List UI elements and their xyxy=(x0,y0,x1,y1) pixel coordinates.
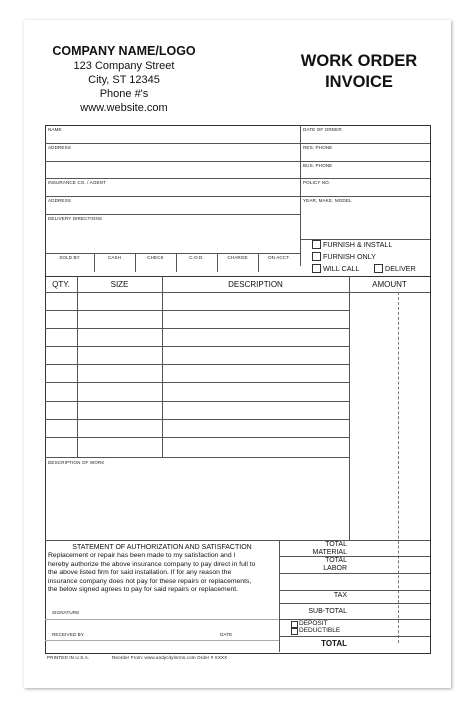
amount-header: AMOUNT xyxy=(372,280,407,289)
year-make-model-label: YEAR, MAKE, MODEL xyxy=(303,198,352,203)
authorization-line-5: the below signed agrees to pay for said repairs or replacement. xyxy=(48,586,239,594)
company-phone: Phone #'s xyxy=(99,88,149,100)
bus-phone-label: BUS. PHONE xyxy=(303,163,333,168)
name-label: NAME xyxy=(48,127,62,132)
will-call-checkbox[interactable] xyxy=(312,264,321,273)
company-street: 123 Company Street xyxy=(73,60,175,72)
document-title xyxy=(274,51,444,93)
total-labor-label xyxy=(279,557,349,572)
deposit-label: DEPOSIT xyxy=(299,620,328,627)
furnish-install-checkbox[interactable] xyxy=(312,240,321,249)
total-material-line-1: TOTAL xyxy=(325,541,347,548)
authorization-line-3: the above listed firm for said installation. If for any reason the xyxy=(48,569,232,577)
subtotal-label: SUB-TOTAL xyxy=(308,608,347,615)
invoice-sheet xyxy=(24,20,451,688)
grand-total-label: TOTAL xyxy=(321,639,347,648)
authorization-line-2: hereby authorize the above insurance company to pay direct in full to xyxy=(48,560,256,568)
company-name: COMPANY NAME/LOGO xyxy=(52,44,196,58)
payment-charge: CHARGE xyxy=(227,255,248,260)
title-line-2: INVOICE xyxy=(325,73,393,91)
company-website: www.website.com xyxy=(80,102,168,114)
deductible-label: DEDUCTIBLE xyxy=(299,627,341,634)
furnish-only-checkbox[interactable] xyxy=(312,252,321,261)
authorization-line-4: insurance company does not pay for these repairs or replacements, xyxy=(48,577,252,585)
furnish-install-label: FURNISH & INSTALL xyxy=(323,240,393,249)
total-labor-line-2: LABOR xyxy=(323,564,347,572)
deposit-checkbox[interactable] xyxy=(291,621,298,628)
description-header: DESCRIPTION xyxy=(228,280,283,289)
will-call-label: WILL CALL xyxy=(323,264,360,273)
total-labor-line-1: TOTAL xyxy=(325,557,347,564)
furnish-only-label: FURNISH ONLY xyxy=(323,252,376,261)
received-by-label: RECEIVED BY xyxy=(52,632,84,637)
size-header: SIZE xyxy=(110,280,129,289)
res-phone-label: RES. PHONE xyxy=(303,145,333,150)
deliver-label: DELIVER xyxy=(385,264,416,273)
authorization-text xyxy=(48,552,276,595)
printed-in-usa: PRINTED IN U.S.A. xyxy=(47,655,90,660)
insurance-label: INSURANCE CO. / AGENT xyxy=(48,180,106,185)
payment-sold-by: SOLD BY xyxy=(59,255,80,260)
title-line-1: WORK ORDER xyxy=(300,52,418,70)
authorization-line-1: Replacement or repair has been made to my satisfaction and I xyxy=(48,552,236,559)
authorization-title: STATEMENT OF AUTHORIZATION AND SATISFACTION xyxy=(72,544,252,551)
total-material-label xyxy=(279,541,349,556)
total-material-line-2: MATERIAL xyxy=(312,548,347,556)
payment-cash: CASH xyxy=(107,255,122,260)
payment-on-acct: ON ACCT. xyxy=(268,255,290,260)
payment-check: CHECK xyxy=(147,255,164,260)
description-of-work-label: DESCRIPTION OF WORK xyxy=(48,460,105,465)
date-of-order-label: DATE OF ORDER xyxy=(303,127,342,132)
qty-header: QTY. xyxy=(52,280,70,289)
address-2-label: ADDRESS xyxy=(48,198,71,203)
delivery-directions-label: DELIVERY DIRECTIONS xyxy=(48,216,103,221)
deductible-checkbox[interactable] xyxy=(291,628,298,635)
tax-label: TAX xyxy=(333,592,347,599)
date-label: DATE xyxy=(220,632,233,637)
payment-cod: C.O.D. xyxy=(189,255,204,260)
reorder-info: Reorder From: www.andycitylorms.com Order # XXXX xyxy=(112,655,228,660)
signature-label: SIGNATURE xyxy=(52,610,80,615)
policy-no-label: POLICY NO. xyxy=(303,180,331,185)
deliver-checkbox[interactable] xyxy=(374,264,383,273)
company-block xyxy=(24,44,224,115)
address-label: ADDRESS xyxy=(48,145,71,150)
company-city: City, ST 12345 xyxy=(88,74,160,86)
